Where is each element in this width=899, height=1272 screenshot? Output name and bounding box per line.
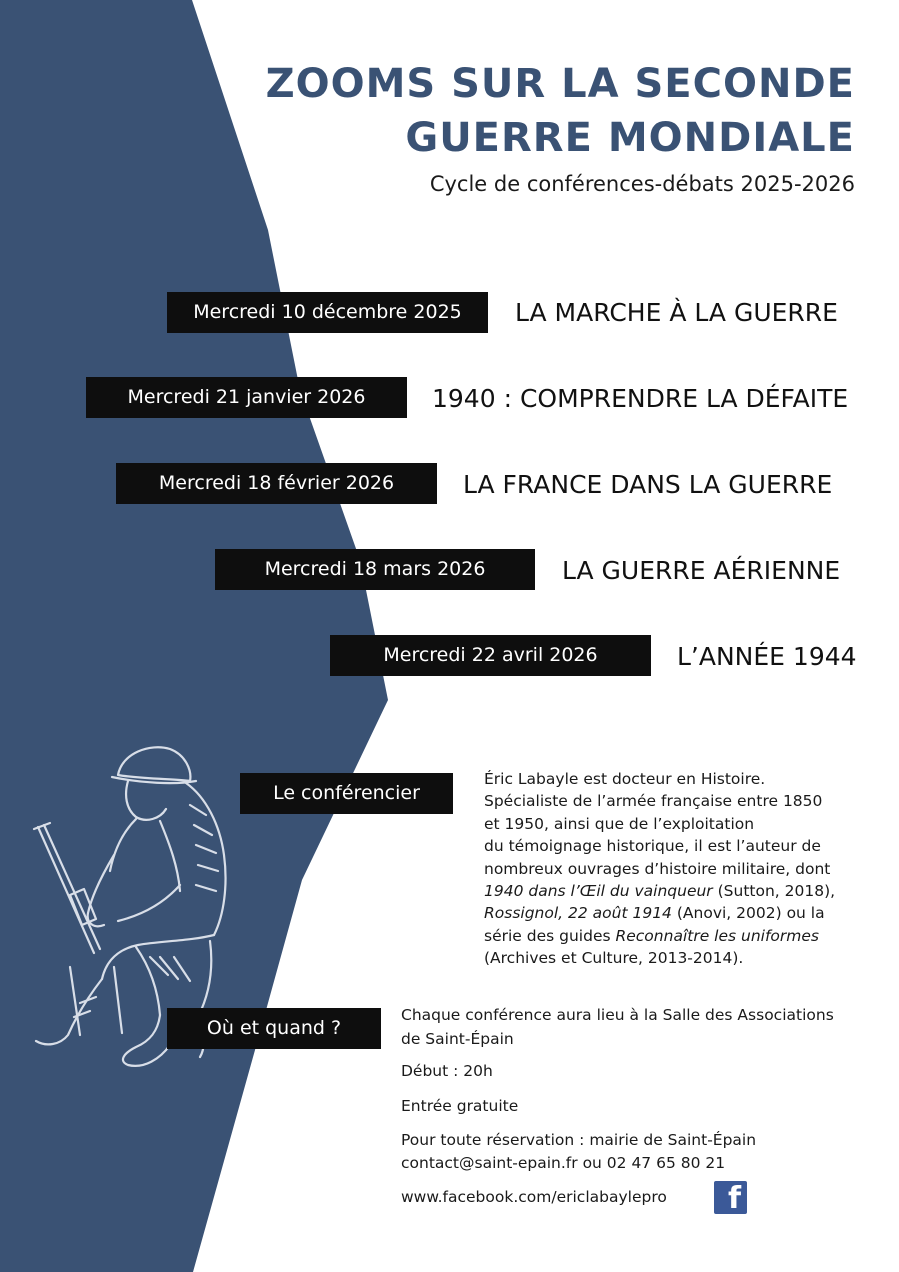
event-topic-3: LA FRANCE DANS LA GUERRE bbox=[463, 470, 833, 499]
event-topic-1: LA MARCHE À LA GUERRE bbox=[515, 298, 838, 327]
event-date-3: Mercredi 18 février 2026 bbox=[116, 463, 437, 504]
bio-line bbox=[484, 925, 864, 947]
book-title: Reconnaître les uniformes bbox=[615, 926, 819, 945]
facebook-link[interactable]: www.facebook.com/ericlabaylepro bbox=[401, 1188, 667, 1206]
event-topic-2: 1940 : COMPRENDRE LA DÉFAITE bbox=[432, 384, 849, 413]
contact-line[interactable]: contact@saint-epain.fr ou 02 47 65 80 21 bbox=[401, 1154, 726, 1172]
bio-line: du témoignage historique, il est l’auteur de bbox=[484, 837, 821, 856]
page-subtitle: Cycle de conférences-débats 2025-2026 bbox=[429, 172, 855, 196]
bio-line: et 1950, ainsi que de l’exploitation bbox=[484, 814, 755, 833]
event-date-1: Mercredi 10 décembre 2025 bbox=[167, 292, 488, 333]
venue-line-2: de Saint-Épain bbox=[401, 1030, 514, 1048]
start-time: Début : 20h bbox=[401, 1062, 493, 1080]
bio-text: série des guides bbox=[484, 926, 616, 945]
speaker-bio bbox=[484, 768, 864, 970]
bio-text: (Sutton, 2018), bbox=[712, 882, 836, 901]
bio-line: (Archives et Culture, 2013-2014). bbox=[484, 949, 744, 968]
entry-fee: Entrée gratuite bbox=[401, 1097, 519, 1115]
bio-line bbox=[484, 880, 864, 902]
booking-line-1: Pour toute réservation : mairie de Saint-Épain bbox=[401, 1131, 757, 1149]
page-title-line-2: GUERRE MONDIALE bbox=[405, 115, 855, 161]
event-date-2: Mercredi 21 janvier 2026 bbox=[86, 377, 407, 418]
book-title: Rossignol, 22 août 1914 bbox=[484, 904, 672, 923]
facebook-icon[interactable]: f bbox=[714, 1181, 747, 1214]
bio-line bbox=[484, 902, 864, 924]
event-topic-4: LA GUERRE AÉRIENNE bbox=[562, 556, 841, 585]
bio-text: (Anovi, 2002) ou la bbox=[671, 904, 825, 923]
bio-line: nombreux ouvrages d’histoire militaire, dont bbox=[484, 859, 831, 878]
event-date-5: Mercredi 22 avril 2026 bbox=[330, 635, 651, 676]
venue-line-1: Chaque conférence aura lieu à la Salle des Associations bbox=[401, 1006, 834, 1024]
where-when-label: Où et quand ? bbox=[167, 1008, 381, 1049]
page-title-line-1: ZOOMS SUR LA SECONDE bbox=[265, 61, 855, 107]
bio-line: Spécialiste de l’armée française entre 1850 bbox=[484, 792, 823, 811]
event-topic-5: L’ANNÉE 1944 bbox=[677, 642, 857, 671]
book-title: 1940 dans l’Œil du vainqueur bbox=[484, 882, 713, 901]
bio-line: Éric Labayle est docteur en Histoire. bbox=[484, 770, 766, 788]
event-date-4: Mercredi 18 mars 2026 bbox=[215, 549, 535, 590]
speaker-label: Le conférencier bbox=[240, 773, 453, 814]
